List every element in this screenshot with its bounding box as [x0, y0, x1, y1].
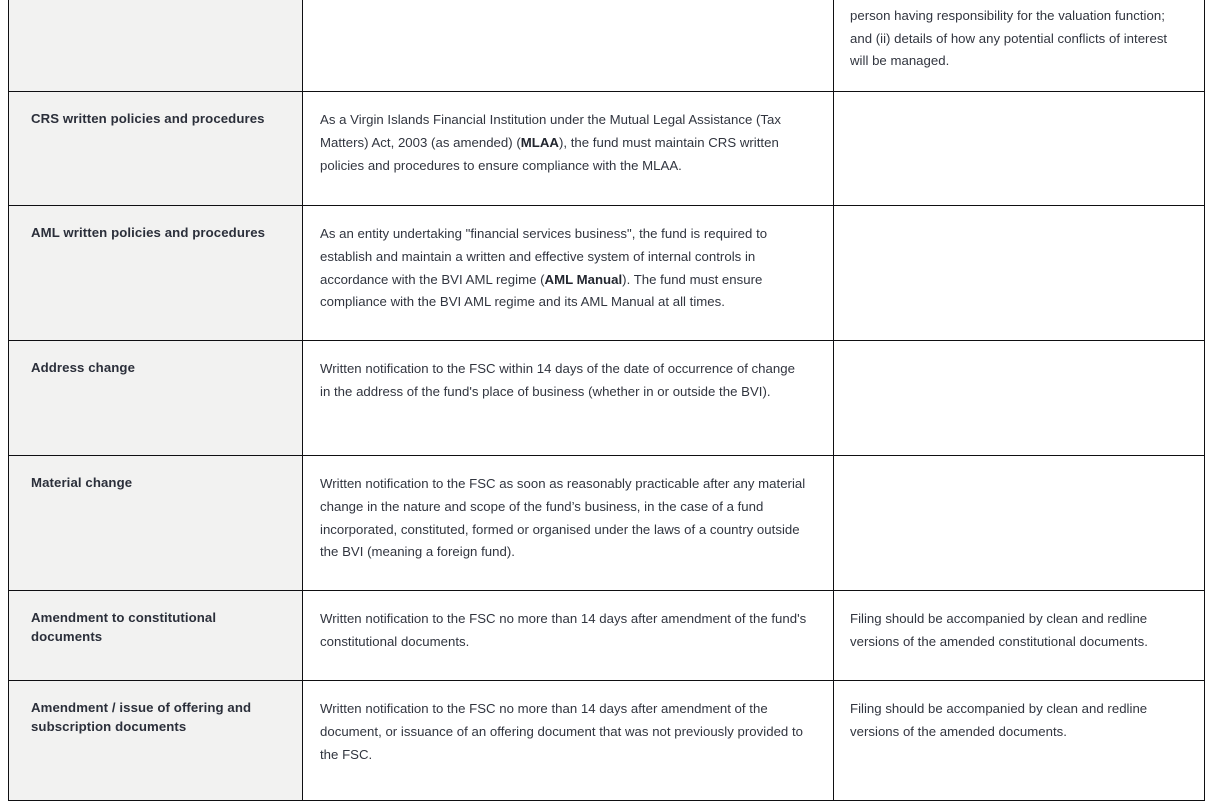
row-description-cell [303, 456, 834, 591]
table-row [9, 456, 1205, 591]
row-description: Written notification to the FSC within 14 days of the date of occurrence of change in the address of the fund's place of business (whether in or outside the BVI). [320, 361, 795, 399]
row-description-cell [303, 92, 834, 206]
row-description-cell [303, 341, 834, 456]
row-label-cell [9, 0, 303, 92]
table-row [9, 591, 1205, 681]
table-row [9, 206, 1205, 341]
row-notes: Filing should be accompanied by clean and redline versions of the amended constitutional documents. [850, 611, 1148, 649]
row-notes: Filing should be accompanied by clean and redline versions of the amended documents. [850, 701, 1148, 739]
table-row [9, 341, 1205, 456]
row-description-cell [303, 591, 834, 681]
row-description: As a Virgin Islands Financial Institution under the Mutual Legal Assistance (Tax Matters) Act, 2003 (as amended) (MLAA), the fund must maintain CRS written policies and procedures to ensure compliance with the MLAA. [320, 112, 781, 173]
row-notes: person having responsibility for the valuation function; and (ii) details of how any potential conflicts of interest will be managed. [850, 8, 1168, 69]
table-row [9, 681, 1205, 801]
row-notes-cell [834, 341, 1205, 456]
row-description-cell [303, 681, 834, 801]
row-label: Amendment to constitutional documents [31, 610, 217, 645]
row-notes-cell [834, 591, 1205, 681]
row-label-cell [9, 681, 303, 801]
row-description: Written notification to the FSC no more than 14 days after amendment of the document, or issuance of an offering document that was not previously provided to the FSC. [320, 701, 804, 762]
row-description: Written notification to the FSC no more than 14 days after amendment of the fund's constitutional documents. [320, 611, 807, 649]
row-description: Written notification to the FSC as soon as reasonably practicable after any material change in the nature and scope of the fund’s business, in the case of a fund incorporated, constituted, formed or organised under the laws of a country outside the BVI (meaning a foreign fund). [320, 476, 806, 560]
row-notes-cell [834, 681, 1205, 801]
row-label: Address change [31, 360, 136, 376]
table-row [9, 92, 1205, 206]
table-row [9, 0, 1205, 92]
row-label: Amendment / issue of offering and subscription documents [31, 700, 252, 735]
regulatory-obligations-table [8, 0, 1205, 801]
row-label: AML written policies and procedures [31, 225, 266, 241]
row-label-cell [9, 206, 303, 341]
row-notes-cell [834, 0, 1205, 92]
row-notes-cell [834, 456, 1205, 591]
row-description-cell [303, 206, 834, 341]
row-label-cell [9, 591, 303, 681]
row-notes-cell [834, 206, 1205, 341]
row-description-cell [303, 0, 834, 92]
row-notes-cell [834, 92, 1205, 206]
row-label: CRS written policies and procedures [31, 111, 265, 127]
table-body [9, 0, 1205, 801]
row-label-cell [9, 92, 303, 206]
row-label-cell [9, 341, 303, 456]
row-label-cell [9, 456, 303, 591]
row-label: Material change [31, 475, 133, 491]
row-description: As an entity undertaking "financial services business", the fund is required to establish and maintain a written and effective system of internal controls in accordance with the BVI AML regime (AML Manual). The fund must ensure compliance with the BVI AML regime and its AML Manual at all times. [320, 226, 768, 310]
